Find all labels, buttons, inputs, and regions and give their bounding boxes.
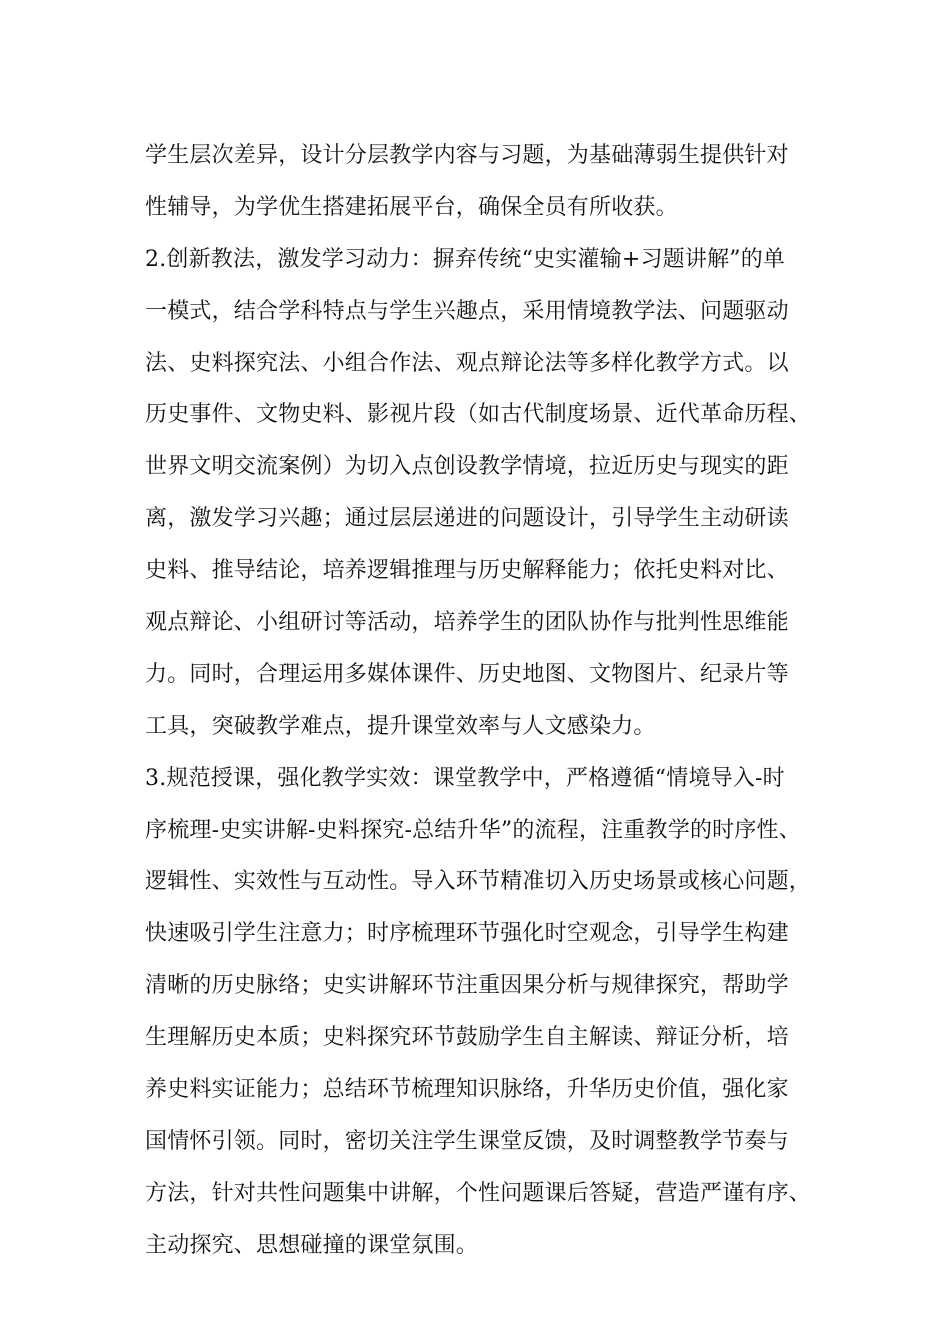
text-line: 离，激发学习兴趣；通过层层递进的问题设计，引导学生主动研读 bbox=[145, 506, 789, 532]
text-line: 主动探究、思想碰撞的课堂氛围。 bbox=[145, 1232, 479, 1258]
text-line: 史料、推导结论，培养逻辑推理与历史解释能力；依托史料对比、 bbox=[145, 558, 789, 584]
text-line: 方法，针对共性问题集中讲解，个性问题课后答疑，营造严谨有序、 bbox=[145, 1180, 812, 1206]
text-line: 国情怀引领。同时，密切关注学生课堂反馈，及时调整教学节奏与 bbox=[145, 1128, 789, 1154]
text-line: 序梳理-史实讲解-史料探究-总结升华”的流程，注重教学的时序性、 bbox=[145, 817, 801, 843]
text-line: 法、史料探究法、小组合作法、观点辩论法等多样化教学方式。以 bbox=[145, 350, 789, 376]
text-line: 3.规范授课，强化教学实效：课堂教学中，严格遵循“情境导入-时 bbox=[145, 765, 785, 791]
text-line: 逻辑性、实效性与互动性。导入环节精准切入历史场景或核心问题， bbox=[145, 869, 812, 895]
text-line: 清晰的历史脉络；史实讲解环节注重因果分析与规律探究，帮助学 bbox=[145, 973, 789, 999]
text-line: 工具，突破教学难点，提升课堂效率与人文感染力。 bbox=[145, 713, 656, 739]
text-line: 力。同时，合理运用多媒体课件、历史地图、文物图片、纪录片等 bbox=[145, 661, 789, 687]
document-body bbox=[145, 130, 825, 1272]
text-line: 历史事件、文物史料、影视片段（如古代制度场景、近代革命历程、 bbox=[145, 402, 812, 428]
text-line: 性辅导，为学优生搭建拓展平台，确保全员有所收获。 bbox=[145, 194, 678, 220]
text-line: 观点辩论、小组研讨等活动，培养学生的团队协作与批判性思维能 bbox=[145, 610, 789, 636]
text-line: 世界文明交流案例）为切入点创设教学情境，拉近历史与现实的距 bbox=[145, 454, 789, 480]
text-line: 一模式，结合学科特点与学生兴趣点，采用情境教学法、问题驱动 bbox=[145, 298, 789, 324]
text-line: 2.创新教法，激发学习动力：摒弃传统“史实灌输+习题讲解”的单 bbox=[145, 246, 786, 272]
text-line: 养史料实证能力；总结环节梳理知识脉络，升华历史价值，强化家 bbox=[145, 1077, 789, 1103]
text-line: 学生层次差异，设计分层教学内容与习题，为基础薄弱生提供针对 bbox=[145, 143, 789, 168]
text-line: 快速吸引学生注意力；时序梳理环节强化时空观念，引导学生构建 bbox=[145, 921, 789, 947]
text-line: 生理解历史本质；史料探究环节鼓励学生自主解读、辩证分析，培 bbox=[145, 1025, 789, 1051]
